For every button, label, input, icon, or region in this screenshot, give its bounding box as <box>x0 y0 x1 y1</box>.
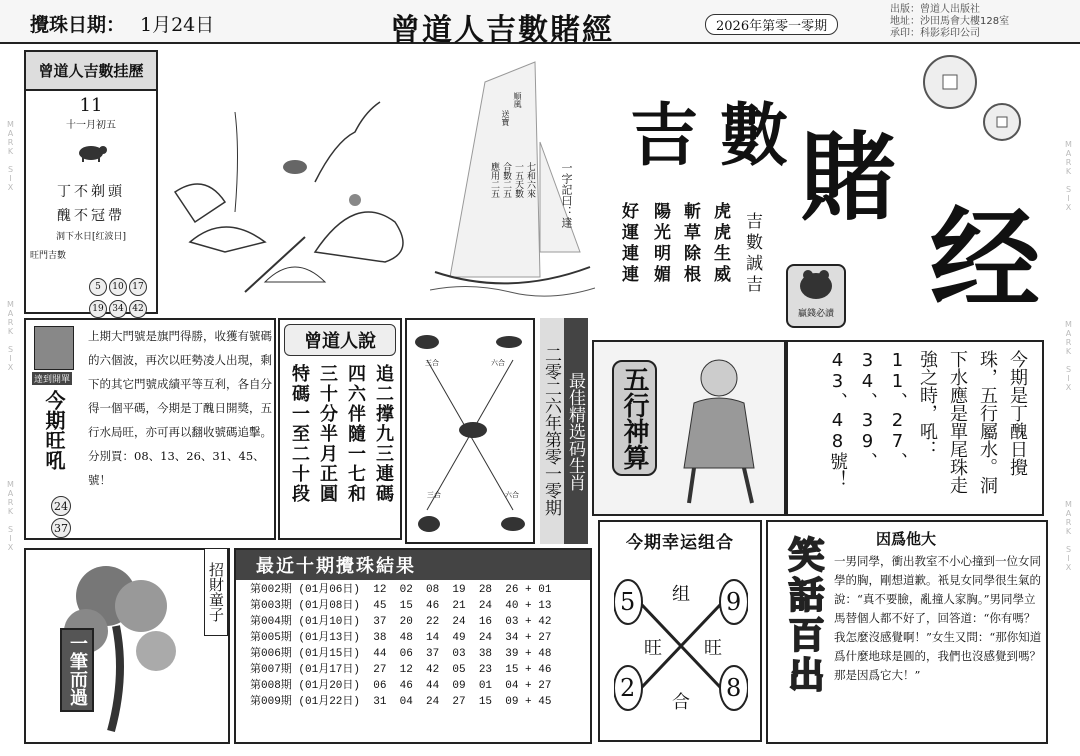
zengshuo-col: 四六伴隨一七和 <box>345 364 366 504</box>
right-side-text: MARK SIX <box>1064 140 1073 212</box>
calendar-line2: 醜不冠帶 <box>57 208 125 224</box>
draw-date-value: 1月24日 <box>140 14 215 36</box>
zodiac-panel <box>405 318 535 544</box>
jishu-col: 吉數誠吉 <box>742 212 762 296</box>
lucky-number: 10 <box>109 278 127 296</box>
boat-poem-text: 一字記曰：達 <box>560 162 573 228</box>
combo-char: 组 <box>672 584 690 605</box>
calendar-note: 洞下水日[红波日] <box>55 232 127 242</box>
wuxing-title: 五行神算 <box>612 360 657 476</box>
landscape-illustration <box>165 52 425 302</box>
boat-poem-line: 七和六來 <box>525 162 535 198</box>
zengshuo-col: 三十分半月正圓 <box>317 364 338 504</box>
right-side-text-3: MARK SIX <box>1064 500 1073 572</box>
snake-icon <box>415 335 439 349</box>
zodiac-side-text-2: 最佳精选码生肖 <box>564 318 588 544</box>
frog-icon <box>796 266 836 302</box>
address-text: 地址：沙田馬會大樓128室 <box>890 16 1010 27</box>
lucky-number: 19 <box>89 300 107 318</box>
wangkou-badge: 達到開單 <box>32 372 72 385</box>
calendar-line1: 丁不剃頭 <box>57 184 125 200</box>
zhaocai-title: 招財童子 <box>204 548 228 636</box>
left-side-text-3: MARK SIX <box>6 480 15 552</box>
left-side-text-2: MARK SIX <box>6 300 15 372</box>
joke-panel <box>766 520 1048 744</box>
jishu-big-1: 吉 <box>630 97 699 176</box>
zodiac-label: 六合 <box>491 359 505 367</box>
jishu-big-3: 賭 <box>800 122 896 234</box>
jishu-big-4: 经 <box>930 196 1040 324</box>
result-row: 第007期 (01月17日) 27 12 42 05 23 15 + 46 <box>250 664 552 676</box>
zengshuo-title: 曾道人說 <box>284 324 396 356</box>
boat-poem-panel <box>430 52 595 302</box>
zodiac-label: 三合 <box>425 359 439 367</box>
wangkou-number: 37 <box>51 518 71 538</box>
wangkou-panel <box>24 318 276 540</box>
wuxing-panel <box>592 340 786 516</box>
joke-text: 一男同學，衝出教室不小心撞到一位女同學的胸，剛想道歉。衹見女同學很生氣的說：“真不要臉，亂撞人家胸。”男同學立馬替個人都不好了，回答道：“你有嗎？我怎麼沒感覺啊！”女生又問：“那你知道爲什麼地球是圓的，我們也沒感覺到嗎？那是因爲它大！” <box>834 554 1042 682</box>
zodiac-label: 六合 <box>505 491 519 499</box>
combo-char: 旺 <box>704 638 722 659</box>
jishu-col: 好運連連 <box>618 202 638 286</box>
combo-title: 今期幸运组合 <box>626 533 734 553</box>
rat-icon <box>496 336 522 348</box>
draw-date-label: 攪珠日期： <box>30 14 126 36</box>
calendar-panel <box>24 50 158 314</box>
jishu-big-2: 數 <box>720 97 789 176</box>
joke-title: 因爲他大 <box>876 530 937 548</box>
win-badge <box>786 264 846 328</box>
jishu-panel <box>600 52 1060 332</box>
boat-poem-line: 應用二五 <box>489 162 499 198</box>
win-badge-label: 贏錢必讀 <box>797 309 834 319</box>
combo-number: 5 <box>620 588 636 616</box>
jishu-col: 虎虎生威 <box>710 202 730 286</box>
calendar-lunar: 十一月初五 <box>66 120 116 131</box>
result-row: 第005期 (01月13日) 38 48 14 49 24 34 + 27 <box>250 632 552 644</box>
zhaocai-banner: 一筆而過 <box>60 628 94 712</box>
zengshuo-col: 追二撑九三連碼 <box>373 364 394 504</box>
child-figure-icon <box>664 348 774 508</box>
boat-flag-2: 送寶 <box>501 110 510 126</box>
ox-icon <box>459 422 487 438</box>
zodiac-label: 三合 <box>427 491 441 499</box>
lucky-number: 17 <box>129 278 147 296</box>
zhaocai-panel <box>24 548 230 744</box>
results-panel <box>234 548 592 744</box>
result-row: 第004期 (01月10日) 37 20 22 24 16 03 + 42 <box>250 616 552 628</box>
wangkou-title: 今期旺吼 <box>42 390 66 470</box>
boat-poem-line: 合數二五 <box>501 162 511 198</box>
result-row: 第002期 (01月06日) 12 02 08 19 28 26 + 01 <box>250 584 552 596</box>
zodiac-diagram <box>407 320 533 542</box>
jishu-col: 斬草除根 <box>680 202 700 286</box>
joke-big-title: 笑話百出 <box>783 536 824 696</box>
combo-char: 旺 <box>644 638 662 659</box>
jishu-col: 陽光明媚 <box>650 202 670 286</box>
combo-number: 9 <box>726 588 742 616</box>
printer-text: 承印：科影彩印公司 <box>890 28 980 39</box>
combo-number: 2 <box>620 674 636 702</box>
goat-icon <box>501 517 525 531</box>
calendar-day: 11 <box>79 95 103 116</box>
combo-char: 合 <box>672 692 690 713</box>
lucky-number: 5 <box>89 278 107 296</box>
left-side-text: MARK SIX <box>6 120 15 192</box>
wangkou-text: 上期大門號是旗門得勝，收獲有號碼的六個波，再次以旺勢凌人出現，剩下的其它門號成績平等互利，各自分得一個平碼，今期是丁醜日開獎，五行水局旺，亦可再以翻收號碼追擊。分別買：08、13、26、31、45、號！ <box>88 329 272 487</box>
wuxing-text-panel <box>786 340 1044 516</box>
calendar-lucky-label: 旺門吉數 <box>30 251 67 261</box>
issue-label: 2026年第零一零期 <box>705 14 838 35</box>
lucky-number: 42 <box>129 300 147 318</box>
result-row: 第008期 (01月20日) 06 46 44 09 01 04 + 27 <box>250 680 552 692</box>
coin-icon <box>920 52 1030 152</box>
boat-poem-line: 一五天數 <box>513 162 523 198</box>
zengshuo-col: 特碼一至二十段 <box>289 364 310 504</box>
lucky-number: 34 <box>109 300 127 318</box>
results-title: 最近十期攪珠結果 <box>236 550 590 580</box>
wuxing-text: 今期是丁醜日攪珠，五行屬水。洞下水應是單尾珠走強之時，吼：11、27、34、39、43、48號！ <box>827 350 1028 494</box>
zengshuo-panel <box>278 318 402 540</box>
wangkou-icon <box>34 326 74 370</box>
publisher-text: 出版：曾道人出版社 <box>890 4 980 15</box>
header <box>0 0 1080 48</box>
result-row: 第006期 (01月15日) 44 06 37 03 38 39 + 48 <box>250 648 552 660</box>
ox-icon <box>26 141 156 167</box>
combo-number: 8 <box>726 674 742 702</box>
page-title: 曾道人吉數賭經 <box>390 13 614 48</box>
right-side-text-2: MARK SIX <box>1064 320 1073 392</box>
calendar-title: 曾道人吉數挂歷 <box>26 52 156 91</box>
rooster-icon <box>418 516 440 532</box>
result-row: 第003期 (01月08日) 45 15 46 21 24 40 + 13 <box>250 600 552 612</box>
boat-flag-1: 順風 <box>513 92 522 108</box>
wangkou-number: 24 <box>51 496 71 516</box>
result-row: 第009期 (01月22日) 31 04 24 27 15 09 + 45 <box>250 696 552 708</box>
zodiac-side-text: 二零二六年第零一零期 <box>540 318 564 544</box>
combo-panel <box>598 520 762 742</box>
